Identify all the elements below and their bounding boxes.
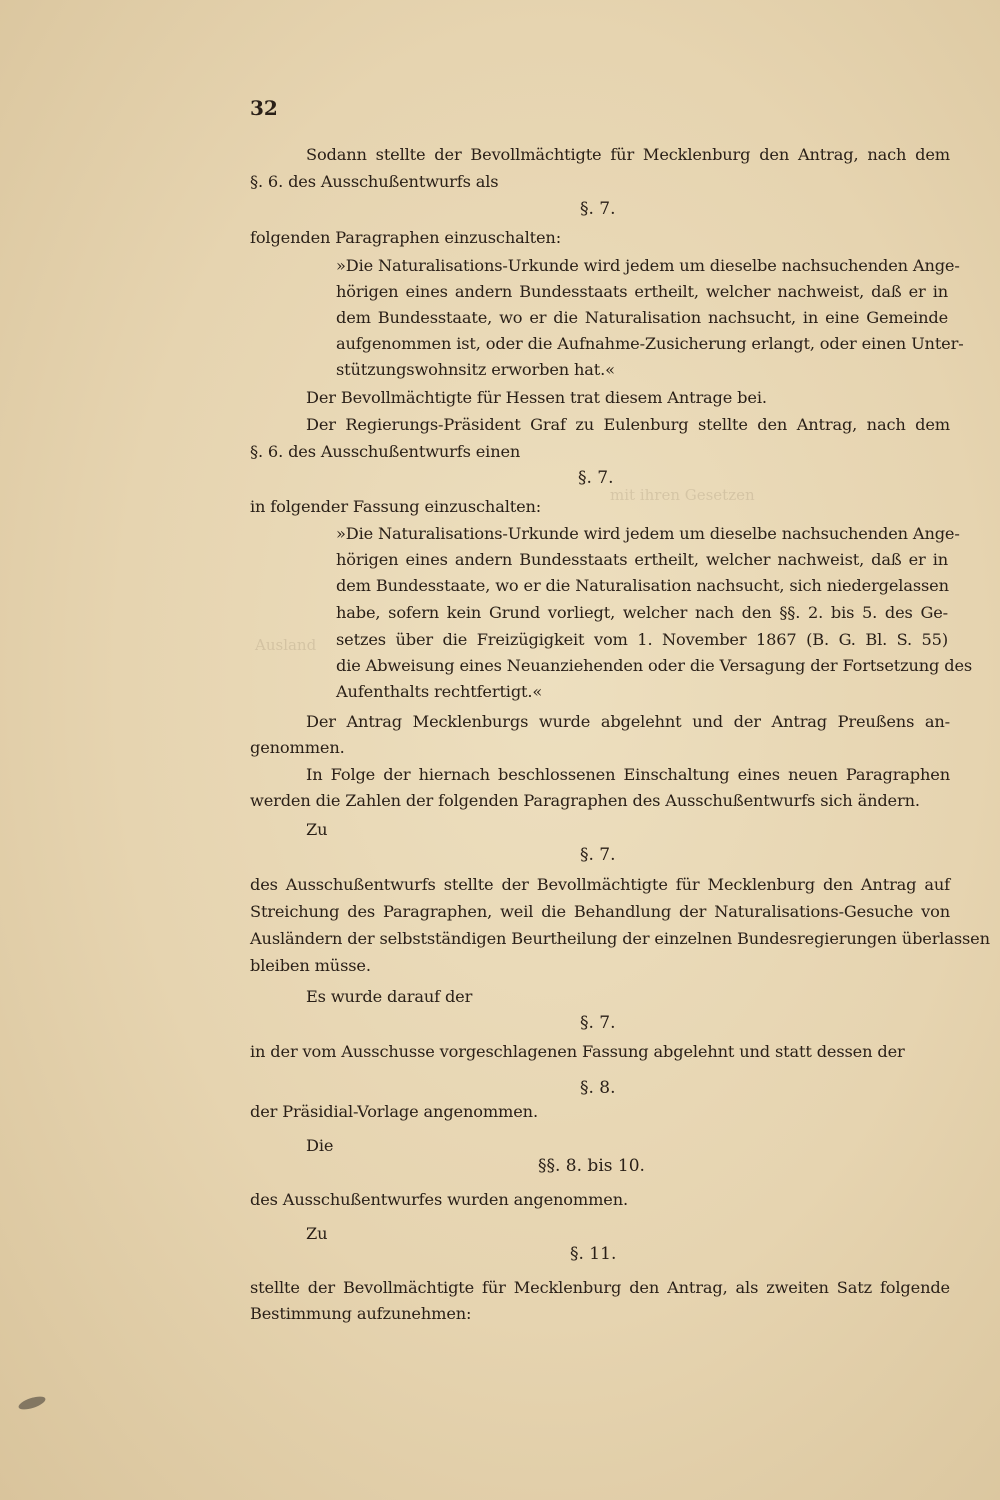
quote-line: Aufenthalts rechtfertigt.« (336, 682, 543, 701)
text-line: folgenden Paragraphen einzuschalten: (250, 228, 562, 247)
quote-line: hörigen eines andern Bundesstaats ertheilt, welcher nachweist, daß er in (336, 550, 948, 569)
text-line: des Ausschußentwurfs stellte der Bevollmächtigte für Mecklenburg den Antrag auf (250, 875, 950, 894)
text-line: Bestimmung aufzunehmen: (250, 1304, 472, 1323)
text-line: Die (306, 1136, 334, 1155)
bleed-through-text: mit ihren Gesetzen (610, 486, 755, 504)
bleed-through-text: Ausland (255, 636, 317, 654)
text-line: Der Regierungs-Präsident Graf zu Eulenburg stellte den Antrag, nach dem (306, 415, 950, 434)
text-line: §. 6. des Ausschußentwurfs als (250, 172, 499, 191)
text-line: Der Antrag Mecklenburgs wurde abgelehnt und der Antrag Preußens an- (306, 712, 950, 731)
quote-line: »Die Naturalisations-Urkunde wird jedem um dieselbe nachsuchenden Ange- (336, 524, 960, 543)
quote-line: die Abweisung eines Neuanziehenden oder die Versagung der Fortsetzung des (336, 656, 973, 675)
section-heading: §. 7. (580, 845, 616, 865)
text-line: des Ausschußentwurfes wurden angenommen. (250, 1190, 628, 1209)
quote-line: dem Bundesstaate, wo er die Naturalisation nachsucht, sich niedergelassen (336, 576, 949, 595)
section-heading: §. 7. (578, 468, 614, 488)
text-line: Sodann stellte der Bevollmächtigte für Mecklenburg den Antrag, nach dem (306, 145, 950, 164)
section-heading: §. 7. (580, 199, 616, 219)
text-line: In Folge der hiernach beschlossenen Einschaltung eines neuen Paragraphen (306, 765, 950, 784)
section-heading: §. 11. (570, 1244, 617, 1264)
quote-line: »Die Naturalisations-Urkunde wird jedem um dieselbe nachsuchenden Ange- (336, 256, 960, 275)
ink-smudge (17, 1394, 47, 1412)
text-line: Zu (306, 820, 328, 839)
text-line: bleiben müsse. (250, 956, 371, 975)
text-line: §. 6. des Ausschußentwurfs einen (250, 442, 521, 461)
text-line: in folgender Fassung einzuschalten: (250, 497, 542, 516)
text-line: Streichung des Paragraphen, weil die Behandlung der Naturalisations-Gesuche von (250, 902, 950, 921)
text-line: der Präsidial-Vorlage angenommen. (250, 1102, 538, 1121)
text-line: in der vom Ausschusse vorgeschlagenen Fassung abgelehnt und statt dessen der (250, 1042, 905, 1061)
text-line: Zu (306, 1224, 328, 1243)
quote-line: hörigen eines andern Bundesstaats ertheilt, welcher nachweist, daß er in (336, 282, 948, 301)
section-heading: §§. 8. bis 10. (538, 1156, 645, 1176)
text-line: Ausländern der selbstständigen Beurtheilung der einzelnen Bundesregierungen überlassen (250, 929, 990, 948)
section-heading: §. 7. (580, 1013, 616, 1033)
section-heading: §. 8. (580, 1078, 616, 1098)
quote-line: habe, sofern kein Grund vorliegt, welcher nach den §§. 2. bis 5. des Ge- (336, 603, 948, 622)
text-line: stellte der Bevollmächtigte für Mecklenburg den Antrag, als zweiten Satz folgende (250, 1278, 950, 1297)
text-line: Der Bevollmächtigte für Hessen trat diesem Antrage bei. (306, 388, 767, 407)
quote-line: stützungswohnsitz erworben hat.« (336, 360, 615, 379)
quote-line: dem Bundesstaate, wo er die Naturalisation nachsucht, in eine Gemeinde (336, 308, 948, 327)
page-number: 32 (250, 96, 278, 120)
quote-line: setzes über die Freizügigkeit vom 1. November 1867 (B. G. Bl. S. 55) (336, 630, 948, 649)
text-line: genommen. (250, 738, 345, 757)
text-line: werden die Zahlen der folgenden Paragraphen des Ausschußentwurfs sich ändern. (250, 791, 920, 810)
quote-line: aufgenommen ist, oder die Aufnahme-Zusicherung erlangt, oder einen Unter- (336, 334, 964, 353)
text-line: Es wurde darauf der (306, 987, 473, 1006)
